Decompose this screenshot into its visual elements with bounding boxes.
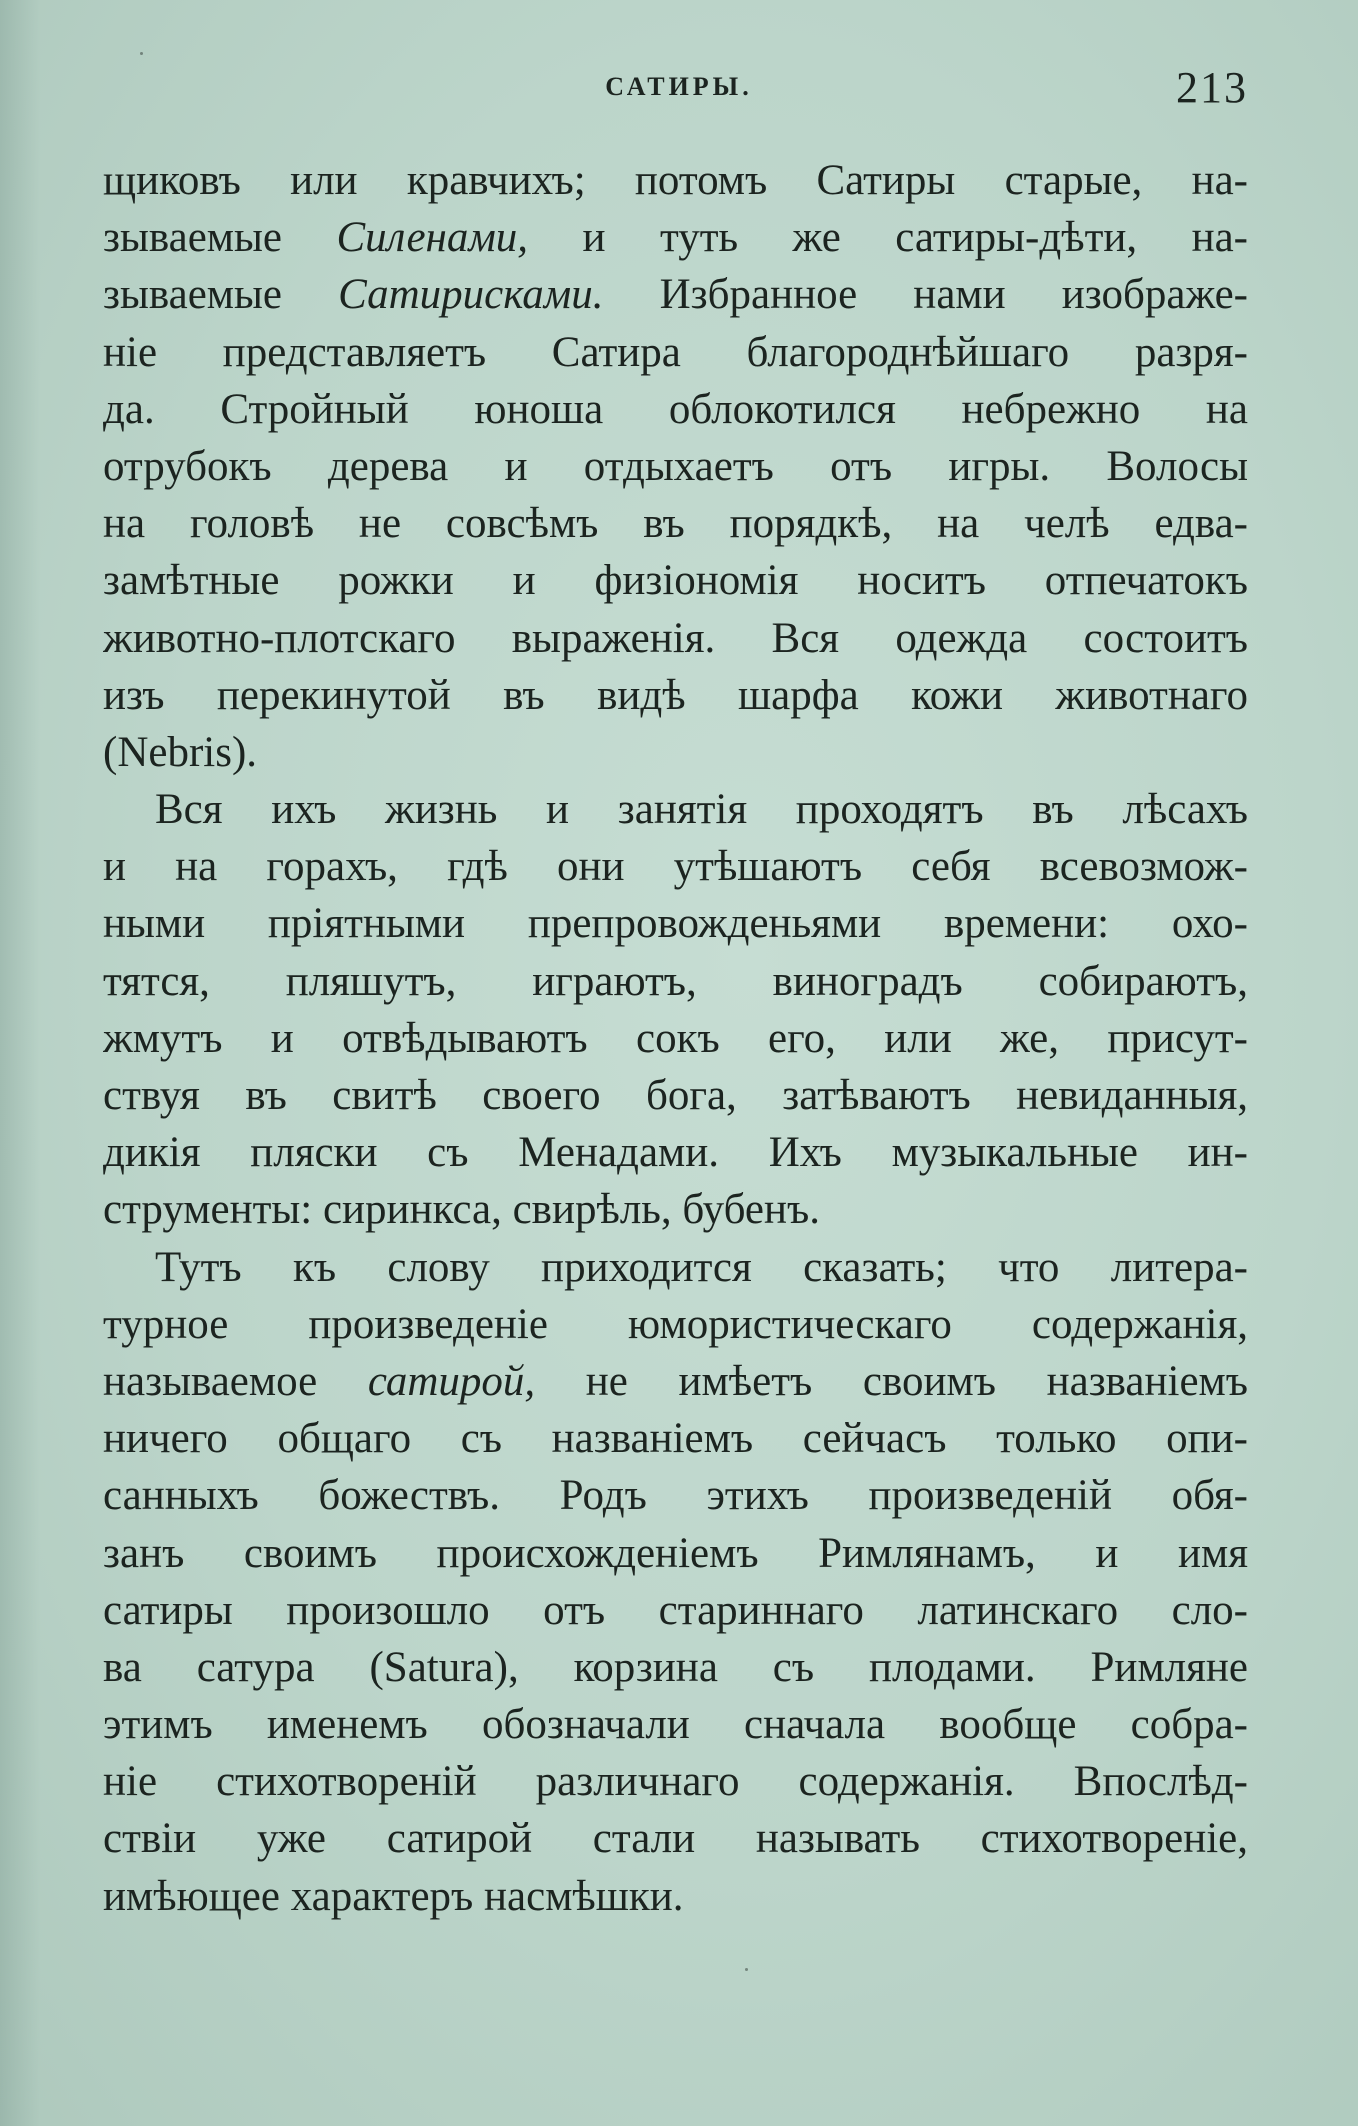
text-segment: тятся, пляшутъ, играютъ, виноградъ собираютъ, [103,957,1248,1005]
paragraph [103,152,1248,781]
text-segment: ными пріятными препровожденьями времени: охо- [103,900,1248,948]
page-edge-shadow [0,0,40,2126]
text-segment: ничего общаго съ названіемъ сейчасъ только опи- [103,1415,1248,1463]
text-line [103,1124,1248,1181]
text-segment: щиковъ или кравчихъ; потомъ Сатиры старые, на- [103,157,1248,204]
text-line [103,1753,1248,1810]
running-title: САТИРЫ. [605,72,753,101]
text-segment: ніе стихотвореній различнаго содержанія. Впослѣд- [103,1758,1248,1806]
text-line [103,1639,1248,1696]
text-line [103,953,1248,1010]
text-segment: изъ перекинутой въ видѣ шарфа кожи животнаго [103,671,1248,719]
text-segment: ніе представляетъ Сатира благороднѣйшаго разря- [103,328,1248,376]
text-line [103,1582,1248,1639]
text-line [103,438,1248,495]
text-segment: зываемые [103,271,339,319]
text-segment: и туть же сатиры-дѣти, на- [528,214,1248,262]
text-line [103,152,1248,209]
text-line [103,1810,1248,1867]
running-head [0,62,1358,122]
text-line [103,838,1248,895]
text-line [103,381,1248,438]
text-line [103,1181,1248,1238]
paragraph [103,781,1248,1239]
text-segment: замѣтные рожки и физіономія носитъ отпечатокъ [103,557,1248,605]
text-line [103,1353,1248,1410]
text-segment: не имѣетъ своимъ названіемъ [535,1357,1248,1405]
text-line [103,1296,1248,1353]
text-segment: санныхъ божествъ. Родъ этихъ произведеній обя- [103,1472,1248,1520]
text-segment: струменты: сиринкса, свирѣль, бубенъ. [103,1186,820,1234]
italic-term: Силенами, [336,214,529,262]
text-segment: дикія пляски съ Менадами. Ихъ музыкальные ин- [103,1129,1248,1177]
text-line [103,1525,1248,1582]
text-segment: зываемые [103,214,337,262]
text-line [103,552,1248,609]
page-number: 213 [1176,63,1248,112]
text-segment: Избранное нами изображе- [603,271,1248,319]
text-line [103,1239,1248,1296]
text-line [103,324,1248,381]
text-segment: Тутъ къ слову приходится сказать; что литера- [155,1243,1248,1291]
paper-speck [745,1968,748,1971]
text-segment: отрубокъ дерева и отдыхаетъ отъ игры. Волосы [103,442,1248,490]
text-segment: ва сатура (Satura), корзина съ плодами. Римляне [103,1643,1248,1691]
text-segment: занъ своимъ происхожденіемъ Римлянамъ, и имя [103,1529,1248,1577]
text-segment: жмутъ и отвѣдываютъ сокъ его, или же, присут- [103,1014,1248,1062]
text-segment: называемое [103,1357,368,1405]
text-segment: на головѣ не совсѣмъ въ порядкѣ, на челѣ едва- [103,500,1248,548]
text-line [103,1696,1248,1753]
text-line [103,724,1248,781]
text-segment: этимъ именемъ обозначали сначала вообще собра- [103,1701,1248,1749]
paragraph [103,1239,1248,1925]
text-line [103,266,1248,323]
text-line [103,895,1248,952]
text-segment: и на горахъ, гдѣ они утѣшаютъ себя всевозмож- [103,843,1248,891]
text-segment: Вся ихъ жизнь и занятія проходятъ въ лѣсахъ [155,786,1248,834]
text-segment: ствуя въ свитѣ своего бога, затѣваютъ невиданныя, [103,1072,1248,1119]
text-segment: турное произведеніе юмористическаго содержанія, [103,1300,1248,1348]
italic-term: сатирой, [367,1357,536,1405]
paper-speck [140,52,143,55]
text-segment: (Nebris). [103,728,258,776]
italic-term: Сатирисками. [338,271,604,319]
text-line [103,209,1248,266]
text-line [103,1067,1248,1124]
text-segment: сатиры произошло отъ стариннаго латинскаго сло- [103,1586,1248,1634]
body-text [103,152,1248,1925]
text-line [103,1410,1248,1467]
text-segment: имѣющее характеръ насмѣшки. [103,1872,684,1920]
text-line [103,610,1248,667]
text-line [103,495,1248,552]
text-line [103,781,1248,838]
text-segment: да. Стройный юноша облокотился небрежно на [103,385,1248,433]
text-line [103,1868,1248,1925]
text-line [103,667,1248,724]
text-segment: животно-плотскаго выраженія. Вся одежда состоитъ [103,614,1248,662]
text-line [103,1467,1248,1524]
text-segment: ствіи уже сатирой стали называть стихотвореніе, [103,1815,1248,1863]
text-line [103,1010,1248,1067]
